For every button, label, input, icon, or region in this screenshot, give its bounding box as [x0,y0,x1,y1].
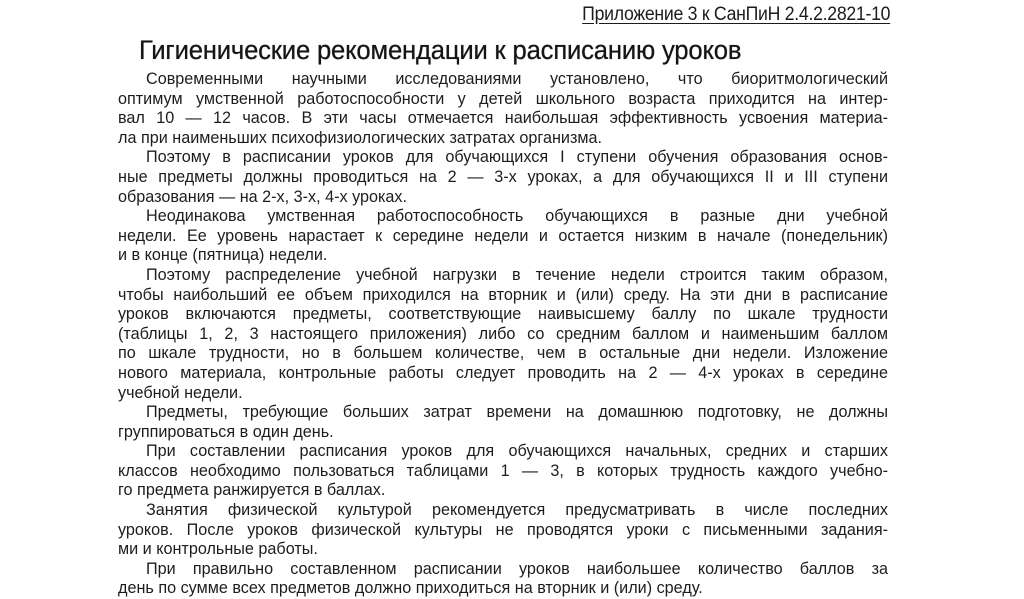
text-line: ла при наименьших психофизиологических затратах организма. [118,128,603,147]
appendix-reference: Приложение 3 к СанПиН 2.4.2.2821-10 [581,4,890,25]
text-line: по шкале трудности, но в большем количестве, чем в остальные дни недели. Изложение [118,344,888,363]
text-line: классов необходимо пользоваться таблицами 1 — 3, в которых трудность каждого учебно- [118,461,888,480]
text-line: день по сумме всех предметов должно приходиться на вторник и (или) среду. [118,579,703,598]
text-line: уроков. После уроков физической культуры не проводятся уроки с письменными задания- [118,520,888,539]
text-line: чтобы наибольший ее объем приходился на вторник и (или) среду. На эти дни в расписание [118,285,888,304]
text-line: учебной недели. [118,383,243,402]
text-line: Поэтому в расписании уроков для обучающихся I ступени обучения образования основ- [146,148,888,167]
text-line: оптимум умственной работоспособности у детей школьного возраста приходится на интер- [118,89,888,108]
text-line: нового материала, контрольные работы следует проводить на 2 — 4-х уроках в середине [118,363,888,382]
text-line: и в конце (пятница) недели. [118,246,328,265]
page-title: Гигиенические рекомендации к расписанию уроков [139,35,742,65]
text-line: Поэтому распределение учебной нагрузки в течение недели строится таким образом, [146,265,888,284]
text-line: группироваться в один день. [118,422,334,441]
text-line: ми и контрольные работы. [118,540,318,559]
text-line: (таблицы 1, 2, 3 настоящего приложения) либо со средним баллом и наименьшим баллом [118,324,888,343]
text-line: уроков включаются предметы, соответствующие наивысшему баллу по шкале трудности [118,305,888,324]
text-line: Неодинакова умственная работоспособность обучающихся в разные дни учебной [146,207,888,226]
body-text [118,70,888,599]
text-line: вал 10 — 12 часов. В эти часы отмечается наибольшая эффективность усвоения материа- [118,109,888,128]
text-line: го предмета ранжируется в баллах. [118,481,386,500]
text-line: При правильно составленном расписании уроков наибольшее количество баллов за [146,559,888,578]
text-line: При составлении расписания уроков для обучающихся начальных, средних и старших [146,442,888,461]
text-line: Предметы, требующие больших затрат времени на домашнюю подготовку, не должны [146,403,888,422]
text-line: ные предметы должны проводиться на 2 — 3-х уроках, а для обучающихся II и III ступени [118,167,888,186]
text-line: образования — на 2-х, 3-х, 4-х уроках. [118,187,408,206]
text-line: Занятия физической культурой рекомендуется предусматривать в числе последних [146,501,888,520]
text-line: недели. Ее уровень нарастает к середине недели и остается низким в начале (понедельник) [118,226,888,245]
text-line: Современными научными исследованиями установлено, что биоритмологический [146,70,888,88]
